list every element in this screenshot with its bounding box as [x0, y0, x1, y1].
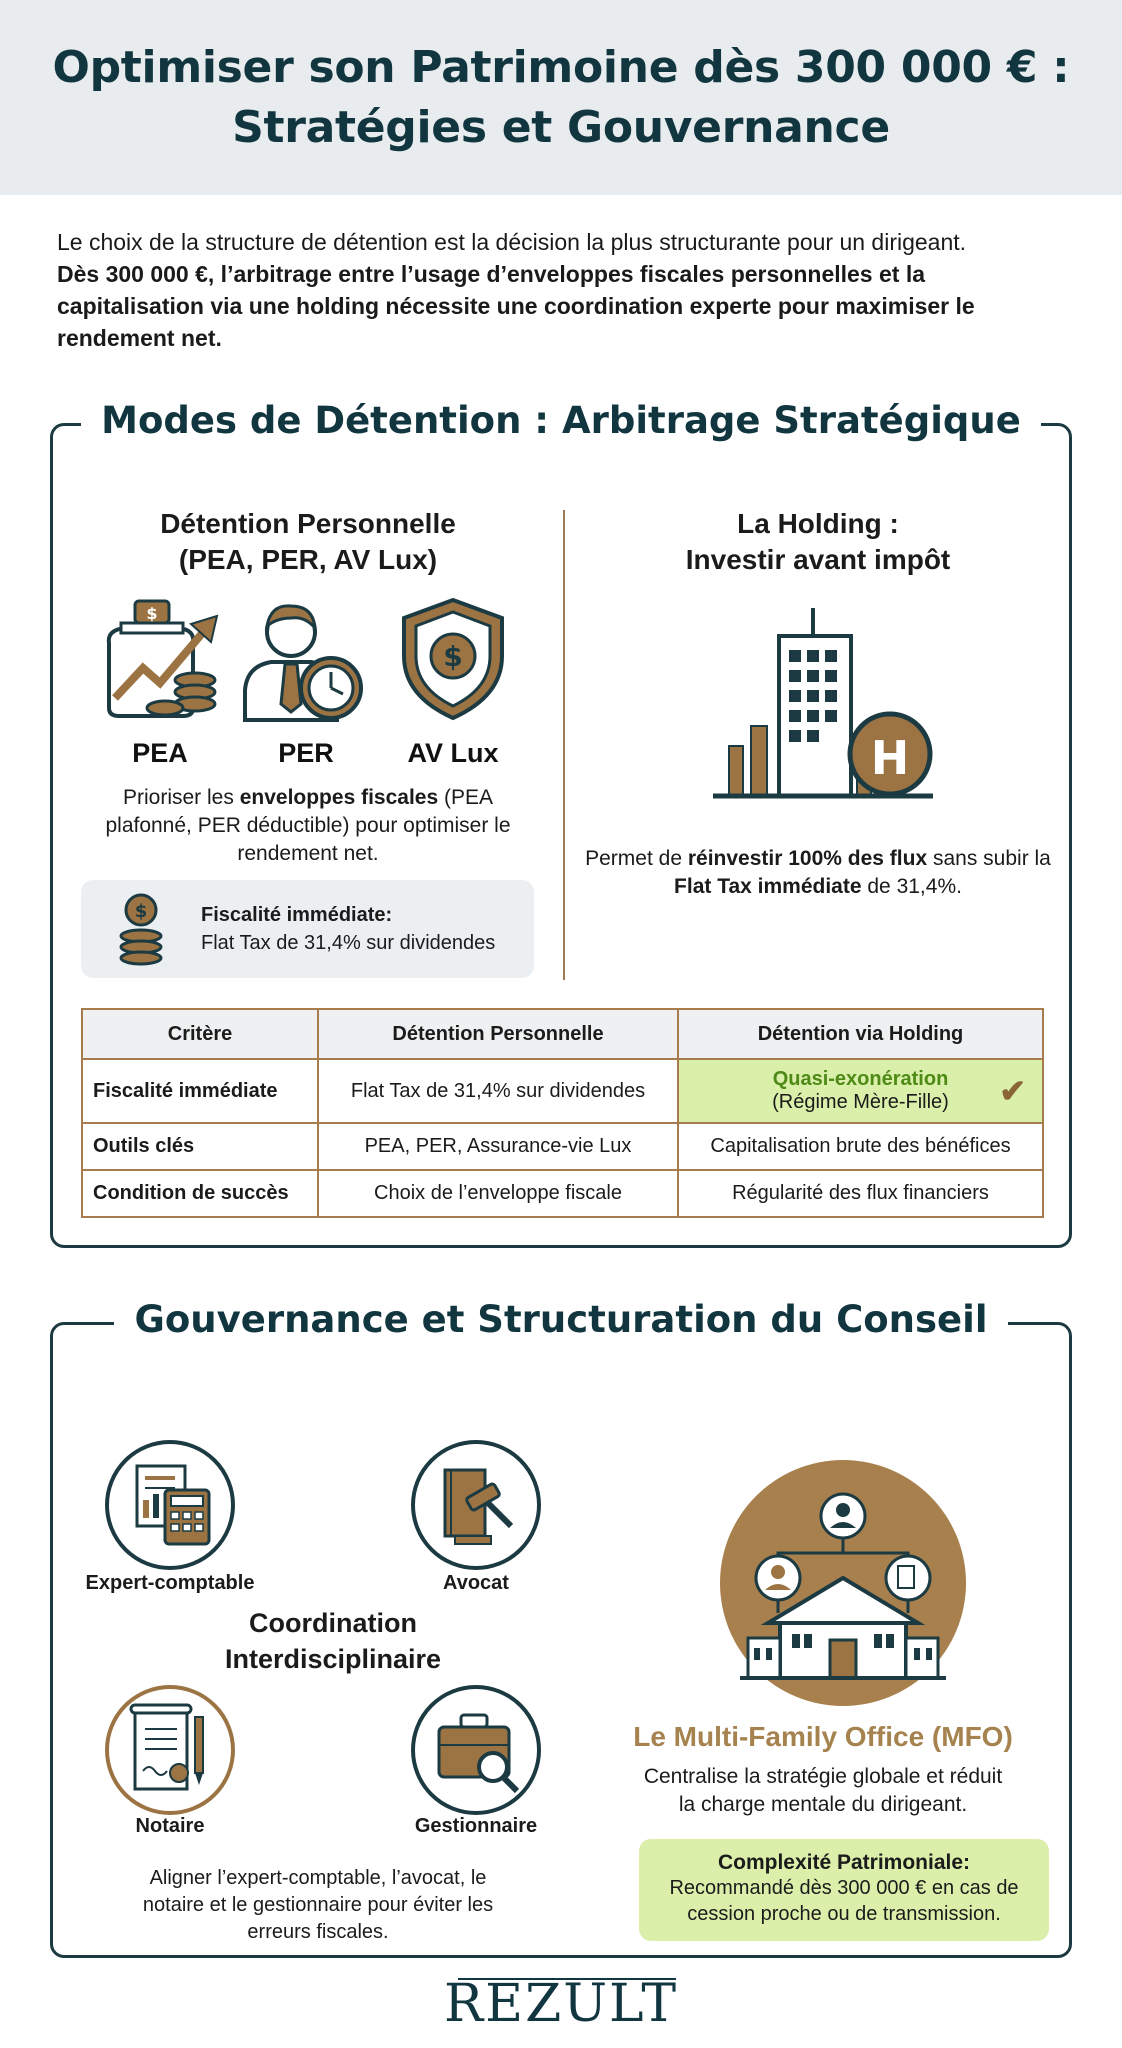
personal-title-line1: Détention Personnelle [160, 508, 456, 539]
table-header: Critère [82, 1009, 318, 1059]
table-cell: Fiscalité immédiate [82, 1059, 318, 1123]
retirement-person-clock-icon [241, 594, 371, 724]
mfo-title: Le Multi-Family Office (MFO) [633, 1721, 1013, 1752]
holding-desc-mid: sans subir la [927, 847, 1051, 870]
coordination-line2: Interdisciplinaire [224, 1644, 442, 1674]
coordination-description: Aligner l’expert-comptable, l’avocat, le notaire et le gestionnaire pour éviter les erreurs fiscales. [142, 1867, 494, 1943]
avocat-circle [411, 1440, 541, 1570]
coin-stack-icon [117, 892, 165, 968]
table-cell-highlight [678, 1059, 1043, 1123]
personal-desc-bold: enveloppes fiscales [239, 786, 439, 809]
holding-desc-post: de 31,4%. [861, 875, 962, 898]
table-cell: Capitalisation brute des bénéfices [678, 1123, 1043, 1170]
governance-section-title-wrap [53, 1298, 1069, 1341]
header [0, 0, 1122, 195]
rezult-logo: REZULT [443, 1974, 679, 2034]
intro-bold-text: Dès 300 000 €, l’arbitrage entre l’usage d’enveloppes fiscales personnelles et la capitalisation via une holding nécessite une coordination experte pour maximiser le rendement net. [57, 261, 975, 351]
notaire-circle [105, 1685, 235, 1815]
modes-section-title: Modes de Détention : Arbitrage Stratégique [81, 399, 1041, 442]
personal-description [83, 784, 533, 868]
gavel-book-icon [415, 1444, 537, 1566]
svg-text:$: $ [134, 901, 148, 922]
holding-title-line2: Investir avant impôt [685, 544, 951, 575]
holding-desc-bold2: Flat Tax immédiate [674, 875, 862, 898]
fiscalite-immediate-box [81, 880, 534, 978]
table-row [82, 1059, 1043, 1123]
modes-section [50, 399, 1072, 1248]
comparison-table [81, 1008, 1044, 1218]
shield-dollar-icon [398, 596, 508, 721]
title-line-2: Stratégies et Gouvernance [232, 101, 890, 153]
intro-paragraph [57, 226, 1067, 354]
fiscalite-box-title: Fiscalité immédiate: [201, 904, 393, 926]
holding-desc-bold1: réinvestir 100% des flux [687, 847, 928, 870]
gestionnaire-circle [411, 1685, 541, 1815]
per-label: PER [278, 738, 334, 768]
table-cell: Choix de l’enveloppe fiscale [318, 1170, 678, 1217]
expert-comptable-circle [105, 1440, 235, 1570]
holding-badge: H [870, 731, 910, 785]
personal-title-line2: (PEA, PER, AV Lux) [178, 544, 438, 575]
multi-family-office-icon [718, 1458, 968, 1708]
pea-label: PEA [132, 738, 188, 768]
table-header: Détention Personnelle [318, 1009, 678, 1059]
governance-section [50, 1298, 1072, 1958]
table-header-row [82, 1009, 1043, 1059]
notaire-label: Notaire [135, 1815, 205, 1837]
mfo-description: Centralise la stratégie globale et réduit la charge mentale du dirigeant. [643, 1765, 1003, 1816]
quasi-exoneration-text: Quasi-exonération [772, 1068, 949, 1090]
savings-jar-icon [95, 598, 225, 723]
table-cell: Condition de succès [82, 1170, 318, 1217]
personal-desc-post: (PEA plafonné, PER déductible) pour optimiser le rendement net. [105, 786, 511, 865]
governance-section-title: Gouvernance et Structuration du Conseil [114, 1298, 1007, 1341]
accounting-calculator-icon [109, 1444, 231, 1566]
regime-mere-fille-text: (Régime Mère-Fille) [772, 1091, 949, 1113]
column-divider [563, 510, 565, 980]
svg-text:$: $ [443, 640, 463, 673]
page-title [53, 38, 1070, 158]
complexite-patrimoniale-box [639, 1839, 1049, 1941]
table-cell: Flat Tax de 31,4% sur dividendes [318, 1059, 678, 1123]
table-header: Détention via Holding [678, 1009, 1043, 1059]
av-lux-label: AV Lux [407, 738, 499, 768]
table-cell: Régularité des flux financiers [678, 1170, 1043, 1217]
coordination-line1: Coordination [249, 1608, 417, 1638]
table-cell: Outils clés [82, 1123, 318, 1170]
holding-description [583, 845, 1053, 901]
holding-title-line1: La Holding : [737, 508, 899, 539]
title-line-1: Optimiser son Patrimoine dès 300 000 € : [52, 41, 1070, 93]
checkmark-icon: ✔ [999, 1073, 1026, 1109]
personal-title [73, 506, 543, 578]
expert-comptable-label: Expert-comptable [85, 1572, 255, 1594]
briefcase-magnifier-icon [415, 1689, 537, 1811]
holding-desc-pre: Permet de [585, 847, 688, 870]
table-row [82, 1123, 1043, 1170]
intro-text: Le choix de la structure de détention est la décision la plus structurante pour un dirigeant. [57, 229, 967, 255]
complexite-box-title: Complexité Patrimoniale: [717, 1851, 971, 1874]
modes-section-title-wrap [53, 399, 1069, 442]
contract-pen-icon [109, 1689, 231, 1811]
table-cell: PEA, PER, Assurance-vie Lux [318, 1123, 678, 1170]
holding-title [583, 506, 1053, 578]
fiscalite-box-text: Flat Tax de 31,4% sur dividendes [201, 932, 496, 954]
coordination-title [183, 1605, 483, 1677]
svg-text:$: $ [146, 604, 158, 623]
complexite-box-text: Recommandé dès 300 000 € en cas de cession proche ou de transmission. [669, 1877, 1019, 1925]
table-row [82, 1170, 1043, 1217]
avocat-label: Avocat [443, 1572, 509, 1594]
gestionnaire-label: Gestionnaire [414, 1815, 538, 1837]
personal-desc-pre: Prioriser les [123, 786, 240, 809]
